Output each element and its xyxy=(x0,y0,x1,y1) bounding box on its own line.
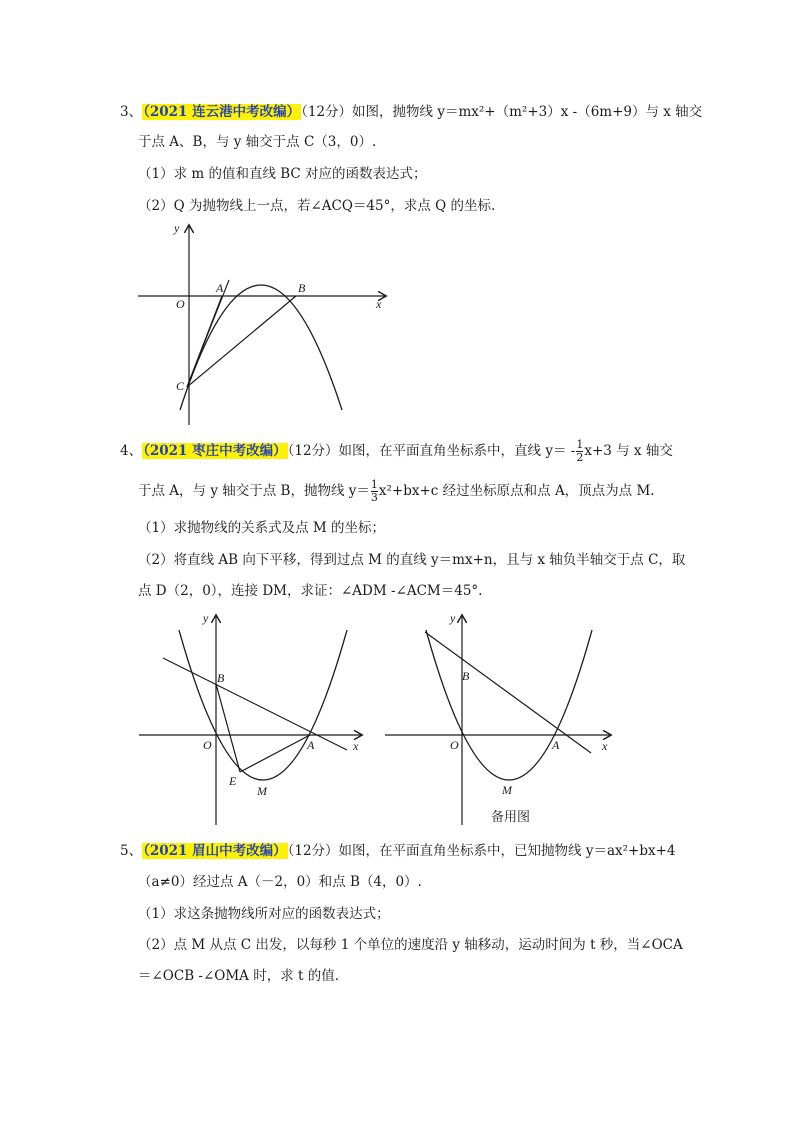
q3-figure xyxy=(130,220,400,430)
q5-part2: （2）点 M 从点 C 出发，以每秒 1 个单位的速度沿 y 轴移动，运动时间为 t 秒，当∠OCA xyxy=(138,937,683,953)
q4-fraction-half: $\frac{1}{2}$ xyxy=(576,438,584,464)
q4-line2-a: 于点 A，与 y 轴交于点 B，抛物线 y＝ xyxy=(138,483,370,499)
q4-fig2-parabola xyxy=(426,630,592,780)
q3-part2: （2）Q 为抛物线上一点，若∠ACQ＝45°，求点 Q 的坐标. xyxy=(138,198,496,214)
q4-part1: （1）求抛物线的关系式及点 M 的坐标； xyxy=(138,520,385,536)
q3-part1: （1）求 m 的值和直线 BC 对应的函数表达式； xyxy=(138,166,427,182)
q3-stem: （12分）如图，抛物线 y＝mx²+（m²+3）x -（6m+9）与 x 轴交 xyxy=(301,104,703,120)
q4-fig1-segment-ea xyxy=(240,735,310,772)
q4-fig2-label-a: A xyxy=(552,738,560,752)
q4-fig2-label-m: M xyxy=(502,783,512,797)
q5-part3: ＝∠OCB -∠OMA 时，求 t 的值. xyxy=(138,968,340,984)
q4-fig1-label-x: x xyxy=(353,739,359,753)
q4-stem-a: （12分）如图，在平面直角坐标系中，直线 y＝ - xyxy=(287,443,576,459)
q4-line2-b: x²+bx+c 经过坐标原点和点 A，顶点为点 M. xyxy=(378,483,655,499)
q4-part2: （2）将直线 AB 向下平移，得到过点 M 的直线 y＝mx+n，且与 x 轴负半轴交于点 C，取 xyxy=(138,552,686,568)
q4-spare-caption: 备用图 xyxy=(491,809,531,824)
q4-fig1-label-e: E xyxy=(229,774,237,788)
q4-fig1-label-m: M xyxy=(257,784,267,798)
q4-source-tag: （2021 枣庄中考改编） xyxy=(143,443,287,459)
q4-number: 4、 xyxy=(120,443,143,459)
q3-label-c: C xyxy=(176,379,185,393)
q5-line2: （a≠0）经过点 A（－2，0）和点 B（4，0）. xyxy=(138,874,422,890)
q3-label-y: y xyxy=(174,221,180,235)
q4-fig1-line-ab xyxy=(163,658,347,750)
q4-figure-main xyxy=(135,610,370,830)
q5-line1 xyxy=(120,841,676,861)
q4-figure-spare xyxy=(380,610,620,830)
q4-fig1-segment-be xyxy=(216,684,240,772)
q4-fig2-label-x: x xyxy=(602,739,608,753)
q3-source-tag: （2021 连云港中考改编） xyxy=(143,104,301,120)
q4-fig1-label-a: A xyxy=(307,738,315,752)
q4-stem-b: x+3 与 x 轴交 xyxy=(584,443,673,459)
q3-line1 xyxy=(120,102,702,122)
q3-parabola xyxy=(180,285,342,410)
q3-line2: 于点 A、B，与 y 轴交于点 C（3，0）. xyxy=(138,134,377,150)
q4-fig1-label-o: O xyxy=(203,738,212,752)
q4-fig1-label-b: B xyxy=(217,671,225,685)
q3-number: 3、 xyxy=(120,104,143,120)
q3-segment-cb xyxy=(187,296,296,387)
q4-fig1-label-y: y xyxy=(203,611,209,625)
q4-fig1-parabola xyxy=(179,630,347,780)
q4-fig2-label-y: y xyxy=(450,611,456,625)
q4-fig2-label-o: O xyxy=(450,738,459,752)
q5-stem: （12分）如图，在平面直角坐标系中，已知抛物线 y＝ax²+bx+4 xyxy=(287,843,676,859)
q4-line2 xyxy=(138,479,655,504)
q5-part1: （1）求这条抛物线所对应的函数表达式； xyxy=(138,906,390,922)
q4-fig2-label-b: B xyxy=(462,669,470,683)
q3-label-x: x xyxy=(376,297,382,311)
q3-label-b: B xyxy=(298,281,306,295)
q5-source-tag: （2021 眉山中考改编） xyxy=(143,843,287,859)
q5-number: 5、 xyxy=(120,843,143,859)
q4-part3: 点 D（2，0），连接 DM，求证：∠ADM -∠ACM＝45°. xyxy=(138,583,483,599)
q3-label-o: O xyxy=(176,297,185,311)
q4-line1 xyxy=(120,439,673,464)
q4-fraction-third: $\frac{1}{3}$ xyxy=(370,478,378,504)
q3-label-a: A xyxy=(216,281,224,295)
